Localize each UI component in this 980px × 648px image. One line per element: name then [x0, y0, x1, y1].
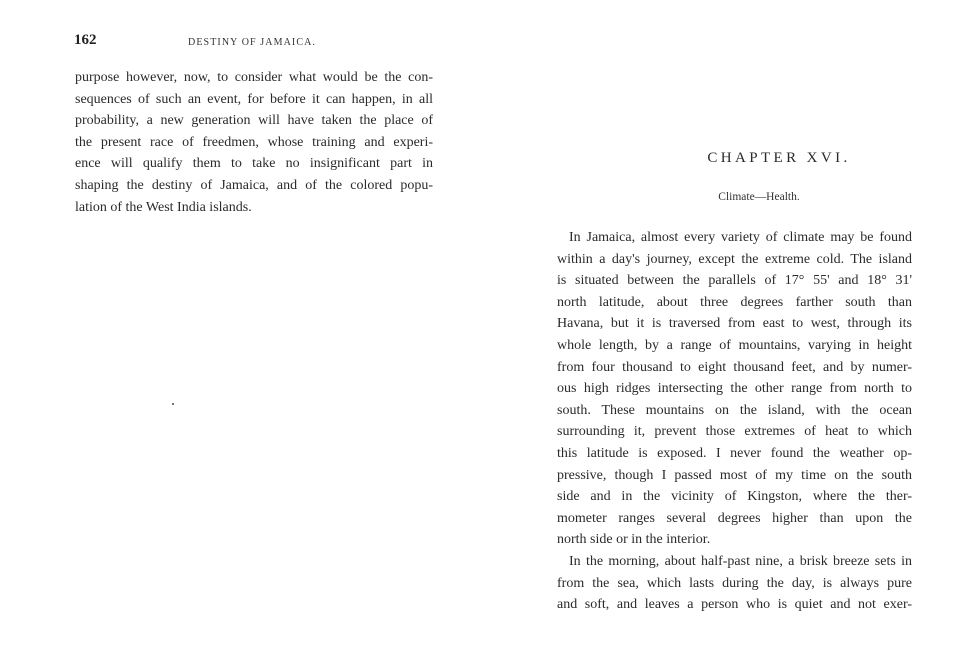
text-line: this latitude is exposed. I never found the weather op- [557, 445, 912, 461]
right-page-body [557, 227, 912, 616]
text-line: north side or in the interior. [557, 532, 711, 548]
text-line: side and in the vicinity of Kingston, where the ther- [557, 489, 912, 505]
running-head: DESTINY OF JAMAICA. [188, 37, 317, 48]
text-line: within a day's journey, except the extreme cold. The island [557, 251, 912, 267]
left-page-paragraph [75, 67, 433, 218]
text-line: pressive, though I passed most of my time on the south [557, 467, 912, 483]
text-line: south. These mountains on the island, with the ocean [557, 402, 912, 418]
text-line: from the sea, which lasts during the day, is always pure [557, 575, 912, 591]
text-line: lation of the West India islands. [75, 199, 252, 215]
text-line: surrounding it, prevent those extremes of heat to which [557, 424, 912, 440]
text-line: In Jamaica, almost every variety of climate may be found [569, 230, 912, 245]
text-line: probability, a new generation will have taken the place of [75, 113, 433, 129]
chapter-subtitle: Climate—Health. [718, 191, 800, 203]
text-line: shaping the destiny of Jamaica, and of the colored popu- [75, 177, 433, 193]
text-line: the present race of freedmen, whose training and experi- [75, 134, 433, 150]
page-number: 162 [74, 32, 97, 48]
chapter-title: CHAPTER XVI. [707, 150, 851, 166]
text-line: purpose however, now, to consider what would be the con- [75, 70, 433, 85]
text-line: is situated between the parallels of 17° 55' and 18° 31' [557, 273, 912, 289]
text-line: In the morning, about half-past nine, a brisk breeze sets in [569, 553, 912, 569]
ink-speck [172, 403, 174, 405]
text-line: Havana, but it is traversed from east to west, through its [557, 316, 912, 332]
text-line: north latitude, about three degrees farther south than [557, 294, 912, 310]
right-page [490, 0, 980, 648]
text-line: ence will qualify them to take no insignificant part in [75, 156, 433, 172]
text-line: ous high ridges intersecting the other range from north to [557, 381, 912, 397]
text-line: mometer ranges several degrees higher than upon the [557, 510, 912, 526]
text-line: from four thousand to eight thousand feet, and by numer- [557, 359, 912, 375]
text-line: sequences of such an event, for before it can happen, in all [75, 91, 433, 107]
text-line: and soft, and leaves a person who is quiet and not exer- [557, 597, 912, 613]
text-line: whole length, by a range of mountains, varying in height [557, 337, 912, 353]
